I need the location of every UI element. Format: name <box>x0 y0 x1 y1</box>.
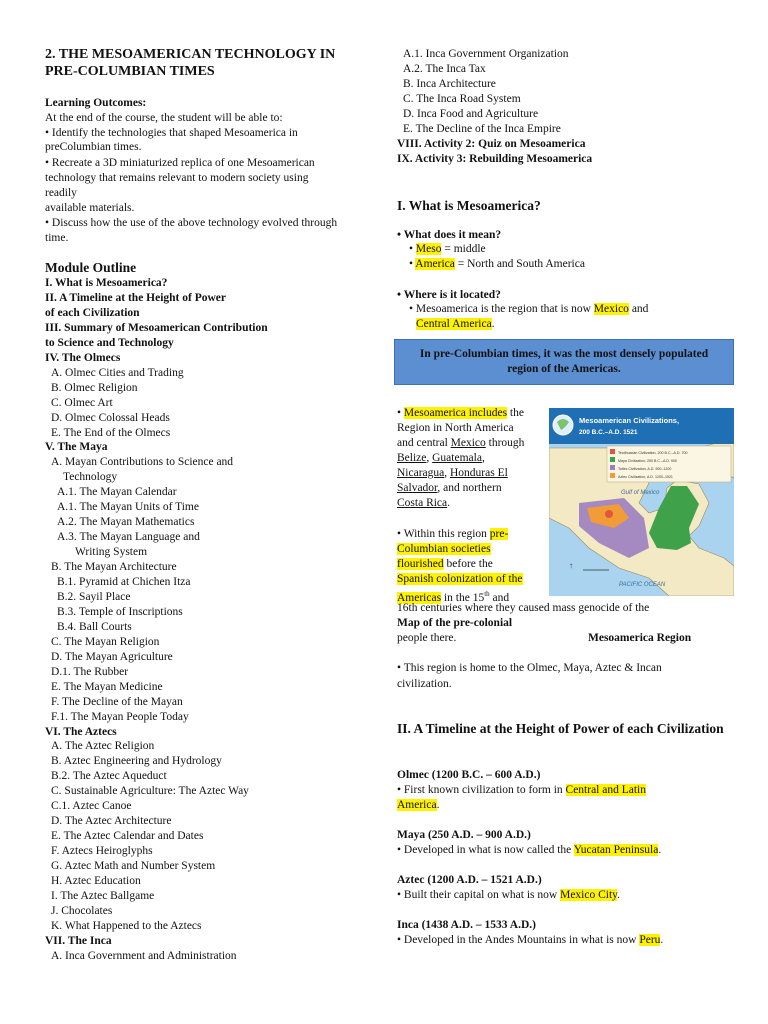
outline-sub-item: E. The Decline of the Inca Empire <box>403 122 561 135</box>
outline-section-item: II. A Timeline at the Height of Power <box>45 291 227 304</box>
maya-text: • Developed in what is now called the <box>397 844 574 856</box>
outline-sub-item: E. The End of the Olmecs <box>51 426 171 439</box>
olmec-line <box>397 783 646 798</box>
outline-sub-item: F.1. The Mayan People Today <box>51 710 189 723</box>
within-line-7: people there. <box>397 632 457 644</box>
outline-section-item: VIII. Activity 2: Quiz on Mesoamerica <box>397 137 586 150</box>
outline-sub-item: A.1. Inca Government Organization <box>403 48 569 60</box>
learning-outcomes-heading: Learning Outcomes: <box>45 97 147 109</box>
olmec-highlight: Central and Latin <box>565 784 647 796</box>
mexico-link[interactable]: Mexico <box>450 437 486 449</box>
period: . <box>491 318 495 330</box>
within-highlight: Columbian societies <box>397 543 491 555</box>
module-outline-heading: Module Outline <box>45 260 137 275</box>
home-line-2: civilization. <box>397 678 452 690</box>
outcomes-intro: At the end of the course, the student will be able to: <box>45 112 283 124</box>
location-line-2 <box>416 317 495 332</box>
outline-sub-item: C.1. Aztec Canoe <box>51 800 132 813</box>
section-1-heading: I. What is Mesoamerica? <box>397 198 541 213</box>
includes-line-4: Belize, Guatemala, <box>397 452 485 464</box>
outline-sub-item: A.2. The Inca Tax <box>403 62 486 75</box>
superscript: th <box>484 590 490 598</box>
map-caption-2: Mesoamerica Region <box>588 632 692 644</box>
outcome-line: • Identify the technologies that shaped Mesoamerica in <box>45 127 298 139</box>
mesoamerica-map-image <box>549 408 734 596</box>
location-text-end: and <box>628 303 649 315</box>
includes-text: and central <box>397 437 451 449</box>
outline-sub-item: A.2. The Mayan Mathematics <box>57 516 195 529</box>
outcome-line: • Recreate a 3D miniaturized replica of one Mesoamerican <box>45 157 315 169</box>
within-text: • Within this region <box>397 528 490 540</box>
outline-section-item: to Science and Technology <box>45 336 174 349</box>
question-location: • Where is it located? <box>397 289 501 301</box>
outcome-line: • Discuss how the use of the above technology evolved through <box>45 217 338 229</box>
inca-line <box>397 933 663 948</box>
includes-line-3 <box>397 436 524 451</box>
outline-section-item: III. Summary of Mesoamerican Contribution <box>45 321 268 334</box>
includes-text: , and northern <box>437 482 502 494</box>
within-highlight: Americas <box>397 591 442 604</box>
includes-text: the <box>507 407 524 419</box>
maya-heading: Maya (250 A.D. – 900 A.D.) <box>397 829 531 841</box>
meso-def-text: = middle <box>441 243 486 255</box>
period: . <box>658 844 662 856</box>
legend-item: Teotihuacán Civilization, 200 B.C.–A.D. 700 <box>618 451 688 455</box>
inca-text: • Developed in the Andes Mountains in what is now <box>397 934 640 946</box>
outline-sub-item: C. The Inca Road System <box>403 92 521 105</box>
outline-sub-item: B.4. Ball Courts <box>57 620 132 633</box>
costa-rica-link[interactable]: Costa Rica <box>397 497 448 509</box>
outline-sub-item: F. The Decline of the Mayan <box>51 695 183 708</box>
meso-definition: • Meso = middle <box>409 243 486 255</box>
outline-sub-item: B. Aztec Engineering and Hydrology <box>51 755 222 768</box>
location-line <box>409 302 648 317</box>
within-text: before the <box>443 558 493 570</box>
outline-sub-item: E. The Aztec Calendar and Dates <box>51 830 204 843</box>
includes-line-6 <box>397 481 502 496</box>
period: . <box>660 934 664 946</box>
outline-sub-item: A. The Aztec Religion <box>51 740 155 753</box>
within-line-1 <box>397 527 508 542</box>
outline-sub-item: B. Inca Architecture <box>403 77 496 90</box>
outline-sub-item: B. The Mayan Architecture <box>51 561 177 574</box>
map-title: Mesoamerican Civilizations, <box>579 416 680 425</box>
olmec-heading: Olmec (1200 B.C. – 600 A.D.) <box>397 769 541 781</box>
nicaragua-link[interactable]: Nicaragua <box>397 467 445 479</box>
within-line-6: 16th centuries where they caused mass genocide of the <box>397 602 650 614</box>
outcome-line: available materials. <box>45 202 135 214</box>
aztec-heading: Aztec (1200 A.D. – 1521 A.D.) <box>397 874 542 886</box>
outline-sub-item: F. Aztecs Heiroglyphs <box>51 845 153 858</box>
outline-sub-item: A. Inca Government and Administration <box>51 949 237 962</box>
callout-box <box>394 339 734 385</box>
outline-sub-item: B.2. The Aztec Aqueduct <box>51 770 167 783</box>
pacific-label: PACIFIC OCEAN <box>619 582 666 588</box>
outline-sub-item: A.1. The Mayan Calendar <box>57 486 177 499</box>
outline-sub-item: C. The Mayan Religion <box>51 635 160 648</box>
gulf-label: Gulf of Mexico <box>621 490 660 496</box>
outcome-line: readily <box>45 187 77 199</box>
mexico-highlight: Mexico <box>593 303 629 315</box>
outline-sub-item: A. Olmec Cities and Trading <box>51 366 184 379</box>
outline-section-item: I. What is Mesoamerica? <box>45 277 168 289</box>
meso-term: Meso <box>415 243 442 255</box>
within-text: in the 15 <box>441 591 485 604</box>
includes-line-1: • Mesoamerica includes the <box>397 407 524 419</box>
map-subtitle: 200 B.C.–A.D. 1521 <box>579 429 638 436</box>
outline-sub-item: A.3. The Mayan Language and <box>57 531 200 544</box>
outline-sub-item: H. Aztec Education <box>51 875 141 887</box>
within-highlight: Spanish colonization of the <box>397 573 523 585</box>
outline-section-item: of each Civilization <box>45 306 140 319</box>
aztec-text: • Built their capital on what is now <box>397 889 561 901</box>
north-arrow-icon: ↑ <box>569 561 573 570</box>
outline-sub-item: G. Aztec Math and Number System <box>51 860 216 873</box>
outline-section-item: V. The Maya <box>45 441 108 454</box>
outline-section-item: VII. The Inca <box>45 934 112 947</box>
outcome-line: preColumbian times. <box>45 141 142 153</box>
olmec-line-2 <box>397 798 439 813</box>
aztec-line <box>397 888 620 903</box>
outline-sub-item: J. Chocolates <box>51 904 113 917</box>
outline-section-item: VI. The Aztecs <box>45 725 117 738</box>
within-highlight: pre- <box>489 528 509 540</box>
includes-line-2: Region in North America <box>397 422 514 434</box>
location-text: • Mesoamerica is the region that is now <box>409 303 594 315</box>
period: . <box>436 799 440 811</box>
legend-item: Maya Civilization, 250 B.C.–A.D. 900 <box>618 459 677 463</box>
outline-sub-item: B.2. Sayil Place <box>57 590 131 603</box>
includes-text: through <box>485 437 525 449</box>
includes-line-7: Costa Rica. <box>397 497 451 509</box>
inca-highlight: Peru <box>639 934 661 946</box>
outline-sub-item: B. Olmec Religion <box>51 381 138 394</box>
within-line-2 <box>397 542 491 557</box>
outline-sub-item: D. The Aztec Architecture <box>51 815 172 828</box>
outline-section-item: IV. The Olmecs <box>45 351 121 364</box>
within-text: and <box>489 591 510 604</box>
includes-highlight: Mesoamerica includes <box>403 407 508 419</box>
within-line-3 <box>397 557 493 572</box>
inca-heading: Inca (1438 A.D. – 1533 A.D.) <box>397 919 536 931</box>
map-caption-1: Map of the pre-colonial <box>397 617 513 629</box>
question-meaning: • What does it mean? <box>397 229 502 241</box>
belize-link[interactable]: Belize <box>397 452 427 464</box>
outline-sub-item: A.1. The Mayan Units of Time <box>57 501 199 514</box>
within-highlight: flourished <box>397 558 444 570</box>
america-definition: • America = North and South America <box>409 258 585 270</box>
period: . <box>617 889 621 901</box>
outline-sub-item: D. Olmec Colossal Heads <box>51 411 170 424</box>
legend-item: Aztec Civilization, A.D. 1200–1521 <box>618 475 673 479</box>
page-title: 2. THE MESOAMERICAN TECHNOLOGY IN PRE-COLUMBIAN TIMES <box>45 47 336 79</box>
section-2-heading: II. A Timeline at the Height of Power of each Civilization <box>397 721 724 736</box>
outline-sub-item: B.1. Pyramid at Chichen Itza <box>57 576 191 588</box>
outline-sub-item: Writing System <box>75 546 148 559</box>
salvador-link[interactable]: Salvador <box>397 482 438 494</box>
home-line-1: • This region is home to the Olmec, Maya, Aztec & Incan <box>397 662 662 674</box>
outline-section-item: IX. Activity 3: Rebuilding Mesoamerica <box>397 152 593 165</box>
outcome-line: time. <box>45 232 69 244</box>
america-term: America <box>415 258 455 270</box>
includes-line-5: Nicaragua, Honduras El <box>397 467 508 479</box>
america-def-text: = North and South America <box>454 258 585 270</box>
outline-sub-item: D. Inca Food and Agriculture <box>403 107 539 120</box>
central-america-highlight: Central America <box>416 318 492 330</box>
outline-sub-item: C. Sustainable Agriculture: The Aztec Way <box>51 785 249 798</box>
outline-sub-item: I. The Aztec Ballgame <box>51 889 155 902</box>
maya-highlight: Yucatan Peninsula <box>573 844 659 856</box>
outline-sub-item: D. The Mayan Agriculture <box>51 650 173 663</box>
legend-item: Toltec Civilization, A.D. 900–1200 <box>618 467 672 471</box>
olmec-highlight: America <box>397 799 437 811</box>
callout-text: In pre-Columbian times, it was the most densely populated region of the Americas. <box>419 348 709 375</box>
outline-sub-item: E. The Mayan Medicine <box>51 680 163 693</box>
outline-sub-item: Technology <box>63 471 118 484</box>
outline-sub-item: D.1. The Rubber <box>51 665 129 678</box>
outcome-line: technology that remains relevant to modern society using <box>45 172 309 184</box>
outline-sub-item: C. Olmec Art <box>51 396 113 409</box>
outline-sub-item: B.3. Temple of Inscriptions <box>57 605 183 618</box>
olmec-text: • First known civilization to form in <box>397 784 566 796</box>
aztec-highlight: Mexico City <box>560 889 618 901</box>
outline-sub-item: K. What Happened to the Aztecs <box>51 919 202 932</box>
honduras-link[interactable]: Honduras El <box>450 467 508 479</box>
within-line-4 <box>397 572 523 587</box>
guatemala-link[interactable]: Guatemala <box>432 452 482 464</box>
outline-sub-item: A. Mayan Contributions to Science and <box>51 456 234 469</box>
maya-line <box>397 843 661 858</box>
map-graphic <box>549 408 734 596</box>
